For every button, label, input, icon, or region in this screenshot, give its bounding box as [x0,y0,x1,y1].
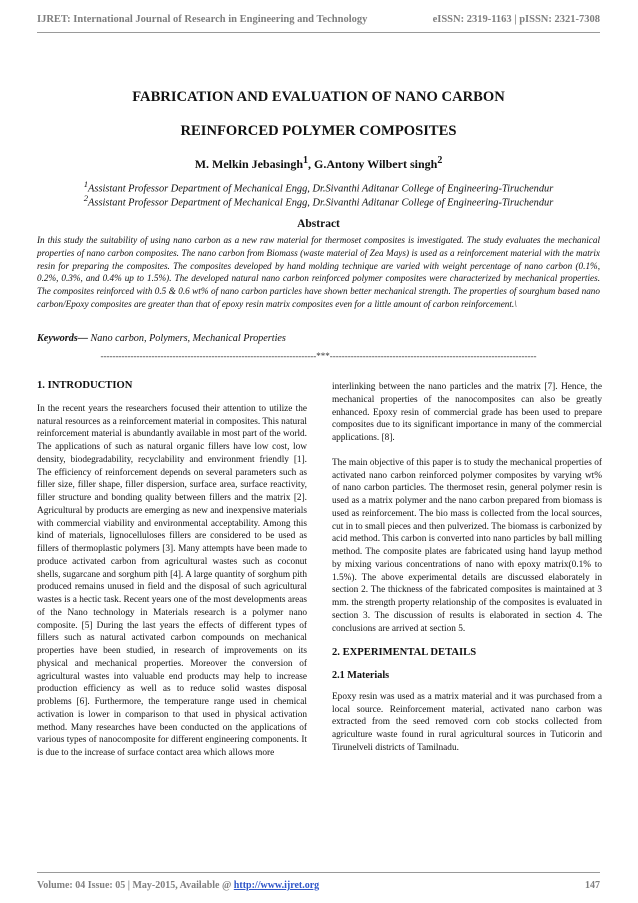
abstract-text: In this study the suitability of using nano carbon as a new raw material for thermoset composites is investigated. The study evaluates the mechanical properties of nano carbon composites. The nano carbon from Biomass (waste material of Zea Mays) is used as a reinforcement material with the matrix resin for preparing the composites. The composites developed by hand molding technique are varied with weight percentage of nano carbon (0.1%, 0.2%, 0.3%, and 0.4% up to 1.5%). The developed natural nano carbon reinforced polymer composites were characterized by mechanical properties. The composites reinforced with 0.5 & 0.6 wt% of nano carbon particles have shown better mechanical strength. The properties of sourghum based nano carbon/Epoxy composites are greater than that of epoxy resin matrix composites even for a little amount of carbon reinforcement.\ [37,235,600,309]
issn-text: eISSN: 2319-1163 | pISSN: 2321-7308 [432,14,600,25]
journal-name: IJRET: International Journal of Research in Engineering and Technology [37,14,368,25]
author-2: G.Antony Wilbert singh [314,157,438,171]
affiliation-2-text: Assistant Professor Department of Mechanical Engg, Dr.Sivanthi Aditanar College of Engineering-Tiruchendur [88,197,554,209]
section-1-heading: 1. INTRODUCTION [37,380,133,391]
affiliation-2-sup: 2 [83,193,89,203]
author-1-sup: 1 [303,155,309,166]
intro-paragraph-continued: interlinking between the nano particles and the matrix [7]. Hence, the mechanical properties of the nanocomposites can also be greatly enhanced. Epoxy resin of commercial grade has been used to prepare composites due to its significant importance in many of the commercial applications. [8]. [332,382,602,443]
header-rule [37,32,600,33]
section-2-heading: 2. EXPERIMENTAL DETAILS [332,647,477,659]
footer-volume-text: Volume: 04 Issue: 05 | May-2015, Available @ [37,880,234,891]
title-line-1: FABRICATION AND EVALUATION OF NANO CARBON [132,89,505,105]
author-1: M. Melkin Jebasingh [194,157,304,171]
running-header [37,14,600,25]
intro-paragraph: In the recent years the researchers focused their attention to utilize the natural resources as a reinforcement material in composites. This natural reinforcement material is abundantly available in most part of the world. The applications of such as natural organic fillers have low cost, low density, biodegradability, recyclability and environment friendly [1]. The efficiency of reinforcement depends on several parameters such as filler size, filler shape, filler dispersion, surface area, surface reactivity, filler structure and bonding quality between fillers and the matrix [2]. Agricultural by products are emerging as new and inexpensive materials with commercial viability and environmental acceptability. Among this kind of materials, lignocelluloses fillers are considered to be used as fillers of thermoplastic polymers [3]. Many attempts have been made to produce activated carbon from agricultural wastes such as coconut shells, sugarcane and sorghum pith [4]. A large quantity of sorghum pith produced remains unused in field and the disposal of such agricultural wastes is a hectic task. Recent years one of the most developments areas of the Nano technology in Materials research is a polymer nano composite. [5] During the last years the effects of different types of fillers such as natural activated carbon compounds on mechanical properties have been studied, in research of improvements on its physical and mechanical properties. Moreover the conversion of agricultural wastes into valuable end products may help to increase production efficiency as well as to reduce solid wastes disposal problems [6]. Furthermore, the temperature range used in chemical activation is lower in comparison to that used in physical activation method. Many researches have been conducted on the applications of various types of nanocomposite for different engineering components. It is due to the increase of surface contact area which allows more [37,403,307,758]
subsection-2-1-heading: 2.1 Materials [332,670,390,681]
running-footer [37,880,600,891]
footer-rule [37,872,600,873]
keywords-line [37,333,600,344]
left-column [37,380,307,760]
paper-title [37,80,600,148]
page-number: 147 [585,880,600,891]
objective-paragraph: The main objective of this paper is to study the mechanical properties of activated nano carbon reinforced polymer composites by varying wt% of nano carbon particles. The thermoset resin, general polymer resin is used as a matrix polymer and the nano carbon prepared from biomass is used as reinforcement. The bio mass is collected from the local sources, cut in to small pieces and then pulverized. The biomass is carbonized by acid method. This carbon is converted into nano particles by ball milling method. The composite plates are fabricated using hand layup method by mixing various concentrations of nano with epoxy matrix(0.1% to 1.5%). The above experimental details are discussed elaborately in section 2. The thickness of the fabricated composites is maintained at 3 mm. the strength property relationship of the composites is evaluated in section 3. The discussion of results is elaborated in section 4. The conclusions are arrived at section 5. [332,457,602,634]
author-separator: , [308,157,315,171]
keywords-text: Nano carbon, Polymers, Mechanical Properties [87,333,286,344]
title-line-2: REINFORCED POLYMER COMPOSITES [180,123,457,139]
right-column [332,381,602,755]
footer-volume [37,880,319,891]
author-2-sup: 2 [437,155,443,166]
affiliation-2 [37,193,600,208]
journal-website-link[interactable]: http://www.ijret.org [233,880,320,891]
affiliation-1-sup: 1 [83,179,89,189]
materials-paragraph: Epoxy resin was used as a matrix material and it was purchased from a local source. Reinforcement material, activated nano carbon was extracted from the seed removed corn cob stocks collected from agriculture waste found in rural agricultural sources in Tuticorin and Tirunelveli districts of Tamilnadu. [332,691,602,753]
section-separator: ------------------------------------------------------------------------***--------------------------------------------------------------------- [100,351,537,361]
abstract-heading: Abstract [297,218,340,230]
author-list [37,155,600,172]
affiliation-1-text: Assistant Professor Department of Mechanical Engg, Dr.Sivanthi Aditanar College of Engineering-Tiruchendur [88,183,554,195]
keywords-label: Keywords— [37,333,88,344]
